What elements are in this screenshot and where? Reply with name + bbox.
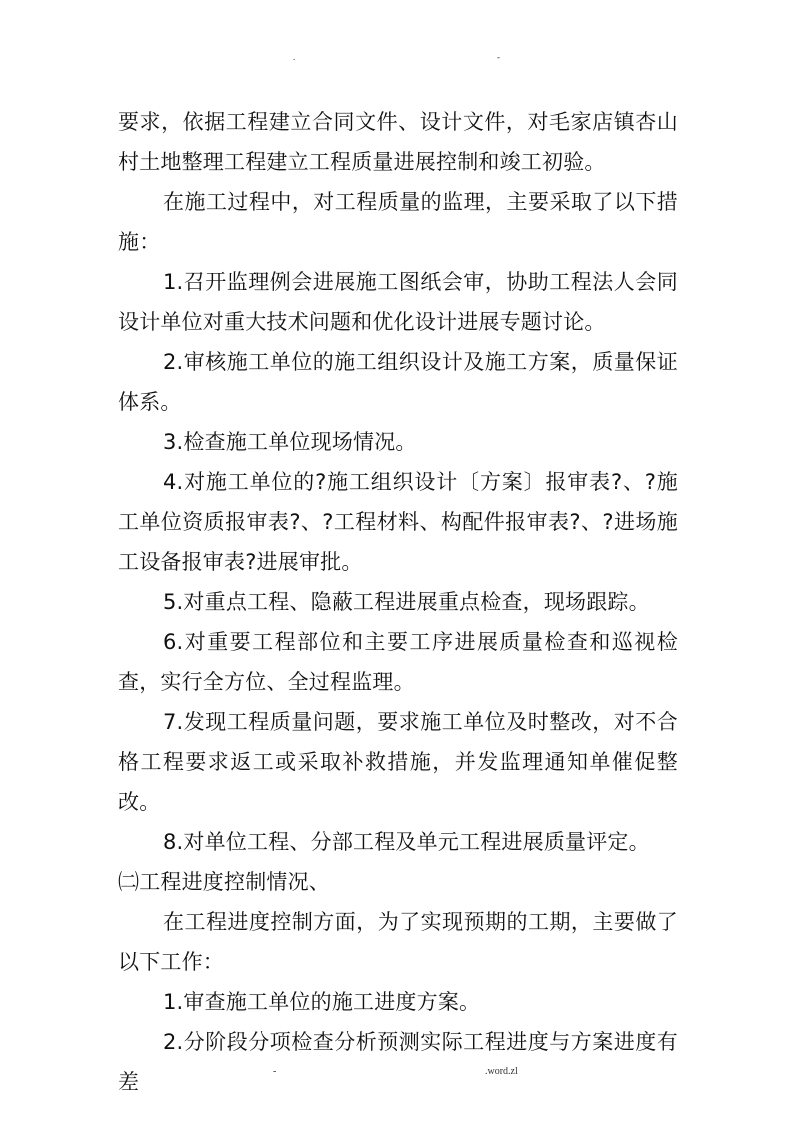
- section-heading: ㈡工程进度控制情况、: [118, 870, 330, 894]
- paragraph: 2.审核施工单位的施工组织设计及施工方案，质量保证体系。: [118, 350, 678, 414]
- paragraph: 3.检查施工单位现场情况。: [163, 430, 417, 454]
- paragraph: 2.分阶段分项检查分析预测实际工程进度与方案进度有差: [118, 1030, 678, 1094]
- paragraph: 8.对单位工程、分部工程及单元工程进展质量评定。: [163, 830, 650, 854]
- paragraph: 在施工过程中，对工程质量的监理，主要采取了以下措施：: [118, 190, 678, 254]
- header-left-mark: .: [293, 52, 296, 62]
- paragraph: 5.对重点工程、隐蔽工程进展重点检查，现场跟踪。: [163, 590, 650, 614]
- paragraph: 1.审查施工单位的施工进度方案。: [163, 990, 481, 1014]
- paragraph: 4.对施工单位的?施工组织设计〔方案〕报审表?、?施工单位资质报审表?、?工程材料、构配件报审表?、?进场施工设备报审表?进展审批。: [118, 470, 678, 574]
- paragraph: 在工程进度控制方面，为了实现预期的工期，主要做了以下工作：: [118, 910, 678, 974]
- footer-left-mark: -: [273, 1066, 277, 1077]
- header-right-mark: -: [497, 52, 500, 62]
- paragraph: 7.发现工程质量问题，要求施工单位及时整改，对不合格工程要求返工或采取补救措施，并发监理通知单催促整改。: [118, 710, 678, 814]
- paragraph: 要求，依据工程建立合同文件、设计文件，对毛家店镇杏山村土地整理工程建立工程质量进展控制和竣工初验。: [118, 110, 678, 174]
- paragraph: 6.对重要工程部位和主要工序进展质量检查和巡视检查，实行全方位、全过程监理。: [118, 630, 678, 694]
- document-body: [118, 102, 678, 1102]
- footer-right-mark: .word.zl: [485, 1066, 518, 1077]
- paragraph: 1.召开监理例会进展施工图纸会审，协助工程法人会同设计单位对重大技术问题和优化设计进展专题讨论。: [118, 270, 678, 334]
